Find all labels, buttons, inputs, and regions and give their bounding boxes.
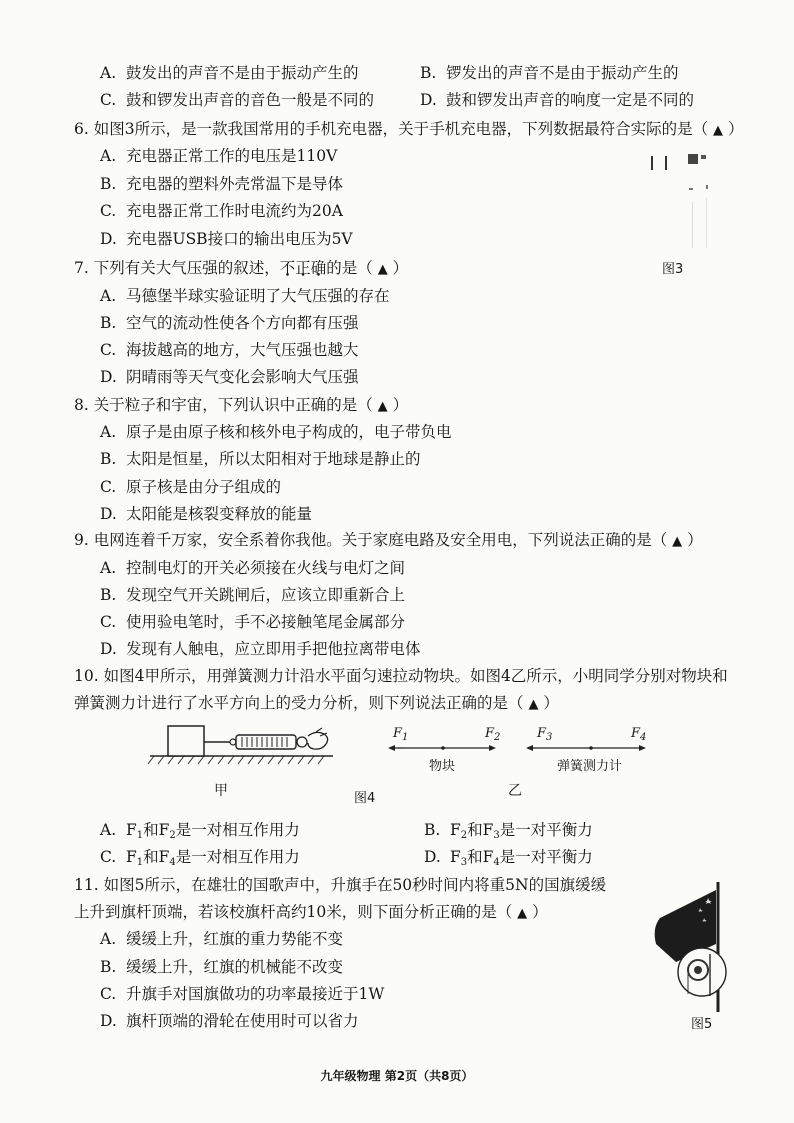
q9-option-b[interactable]: B. 发现空气开关跳闸后，应该立即重新合上 <box>100 586 406 604</box>
figure4-jia-diagram <box>148 722 338 770</box>
force-label-f3: $F_3$ <box>537 726 553 743</box>
q7-option-a[interactable]: A. 马德堡半球实验证明了大气压强的存在 <box>100 287 390 305</box>
q11-stem-line1: 11. 如图5所示，在雄壮的国歌声中，升旗手在50秒时间内将重5N的国旗缓缓 <box>74 876 607 894</box>
q6-option-c[interactable]: C. 充电器正常工作时电流约为20A <box>100 202 343 220</box>
answer-triangle: ▲ <box>528 697 539 712</box>
figure3-caption: 图3 <box>662 262 684 277</box>
q6-stem: 6. 如图3所示，是一款我国常用的手机充电器，关于手机充电器，下列数据最符合实际的是（ ▲ ） <box>74 120 744 138</box>
q5-option-a[interactable]: A. 鼓发出的声音不是由于振动产生的 <box>100 64 359 82</box>
force-label-f4: $F_4$ <box>631 726 647 743</box>
q5-option-d[interactable]: D. 鼓和锣发出声音的响度一定是不同的 <box>420 91 695 109</box>
q10-option-b[interactable]: B. $F_2$和$F_3$是一对平衡力 <box>424 821 593 841</box>
q11-option-a[interactable]: A. 缓缓上升，红旗的重力势能不变 <box>100 930 344 948</box>
q11-option-c[interactable]: C. 升旗手对国旗做功的功率最接近于1W <box>100 985 385 1003</box>
q9-option-c[interactable]: C. 使用验电笔时，手不必接触笔尾金属部分 <box>100 613 406 631</box>
answer-triangle: ▲ <box>672 534 683 549</box>
q8-option-b[interactable]: B. 太阳是恒星，所以太阳相对于地球是静止的 <box>100 450 421 468</box>
q8-stem: 8. 关于粒子和宇宙，下列认识中正确的是（ ▲ ） <box>74 396 409 414</box>
q6-option-d[interactable]: D. 充电器USB接口的输出电压为5V <box>100 230 353 248</box>
q9-option-a[interactable]: A. 控制电灯的开关必须接在火线与电灯之间 <box>100 559 406 577</box>
force-label-f1: $F_1$ <box>393 726 409 743</box>
q11-option-d[interactable]: D. 旗杆顶端的滑轮在使用时可以省力 <box>100 1012 359 1030</box>
q11-option-b[interactable]: B. 缓缓上升，红旗的机械能不改变 <box>100 958 344 976</box>
block-label: 物块 <box>429 759 456 774</box>
figure4-yi-caption: 乙 <box>508 783 522 799</box>
q10-option-a[interactable]: A. $F_1$和$F_2$是一对相互作用力 <box>100 821 300 841</box>
answer-triangle: ▲ <box>377 399 388 414</box>
answer-triangle: ▲ <box>377 262 388 277</box>
q8-option-c[interactable]: C. 原子核是由分子组成的 <box>100 478 282 496</box>
flag-figure <box>650 878 740 1018</box>
charger-figure <box>640 150 720 260</box>
q10-option-d[interactable]: D. $F_3$和$F_4$是一对平衡力 <box>424 848 593 868</box>
force-label-f2: $F_2$ <box>485 726 501 743</box>
q10-stem-line2: 弹簧测力计进行了水平方向上的受力分析，则下列说法正确的是（ ▲ ） <box>74 694 559 712</box>
figure5-caption: 图5 <box>691 1017 713 1032</box>
q9-option-d[interactable]: D. 发现有人触电，应立即用手把他拉离带电体 <box>100 640 421 658</box>
q8-option-a[interactable]: A. 原子是由原子核和核外电子构成的，电子带负电 <box>100 423 452 441</box>
q7-option-b[interactable]: B. 空气的流动性使各个方向都有压强 <box>100 314 359 332</box>
q7-stem: 7. 下列有关大气压强的叙述，不正确的是（ ▲ ） <box>74 259 409 277</box>
q7-option-d[interactable]: D. 阴晴雨等天气变化会影响大气压强 <box>100 368 359 386</box>
q10-stem-line1: 10. 如图4甲所示，用弹簧测力计沿水平面匀速拉动物块。如图4乙所示，小明同学分别对物块和 <box>74 667 728 685</box>
figure4-jia-caption: 甲 <box>214 783 228 799</box>
q10-option-c[interactable]: C. $F_1$和$F_4$是一对相互作用力 <box>100 848 300 868</box>
answer-triangle: ▲ <box>713 123 724 138</box>
q6-option-a[interactable]: A. 充电器正常工作的电压是110V <box>100 147 338 165</box>
q8-option-d[interactable]: D. 太阳能是核裂变释放的能量 <box>100 505 313 523</box>
page-footer: 九年级物理 第2页（共8页） <box>320 1069 474 1083</box>
q11-stem-line2: 上升到旗杆顶端，若该校旗杆高约10米，则下面分析正确的是（ ▲ ） <box>74 903 548 921</box>
q5-option-c[interactable]: C. 鼓和锣发出声音的音色一般是不同的 <box>100 91 375 109</box>
spring-scale-label: 弹簧测力计 <box>557 759 623 774</box>
q7-option-c[interactable]: C. 海拔越高的地方，大气压强也越大 <box>100 341 359 359</box>
q5-option-b[interactable]: B. 锣发出的声音不是由于振动产生的 <box>420 64 679 82</box>
answer-triangle: ▲ <box>517 906 528 921</box>
figure4-yi-diagram <box>388 740 648 760</box>
figure4-caption: 图4 <box>354 791 376 806</box>
q6-option-b[interactable]: B. 充电器的塑料外壳常温下是导体 <box>100 175 344 193</box>
q9-stem: 9. 电网连着千万家，安全系着你我他。关于家庭电路及安全用电，下列说法正确的是（ ▲ ） <box>74 531 703 549</box>
